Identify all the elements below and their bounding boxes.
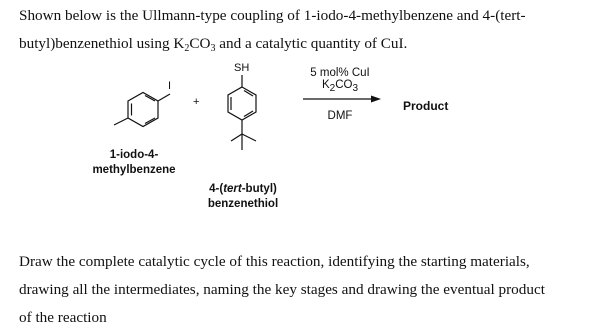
reaction-conditions — [290, 67, 390, 94]
ci-bond — [158, 94, 170, 101]
catalyst-label: 5 mol% CuI — [310, 67, 370, 79]
product-label: Product — [403, 99, 449, 113]
tbu-methyl-bond — [242, 134, 256, 141]
question-line-2: drawing all the intermediates, naming the key stages and drawing the eventual product — [19, 281, 545, 298]
thiol-ring — [228, 87, 256, 120]
sh-group: SH — [234, 62, 250, 74]
iodine-atom: I — [168, 80, 172, 92]
plus-sign: + — [193, 96, 200, 108]
question-line-3: of the reaction — [19, 309, 107, 326]
thiol-compound-label: 4-(tert-butyl) benzenethiol — [207, 183, 279, 210]
reaction-arrow-head — [371, 96, 381, 103]
base-label: $K_2CO_3$ — [321, 79, 359, 94]
toluene-ring — [128, 93, 158, 127]
question-line-1: Draw the complete catalytic cycle of this reaction, identifying the starting materials, — [19, 253, 530, 270]
intro-paragraph — [19, 2, 594, 58]
intro-line-1: Shown below is the Ullmann-type coupling of 1-iodo-4-methylbenzene and 4-(tert- — [19, 7, 526, 24]
methyl-bond — [114, 118, 128, 125]
intro-line-2: butyl)benzenethiol using $K_2CO_3$ and a catalytic quantity of CuI. — [19, 35, 408, 54]
iodo-compound-label: 1-iodo-4- methylbenzene — [92, 149, 176, 176]
question-paragraph — [19, 248, 594, 332]
solvent-label: DMF — [327, 110, 353, 122]
reaction-scheme — [0, 58, 611, 218]
tbu-methyl-bond — [231, 134, 242, 141]
